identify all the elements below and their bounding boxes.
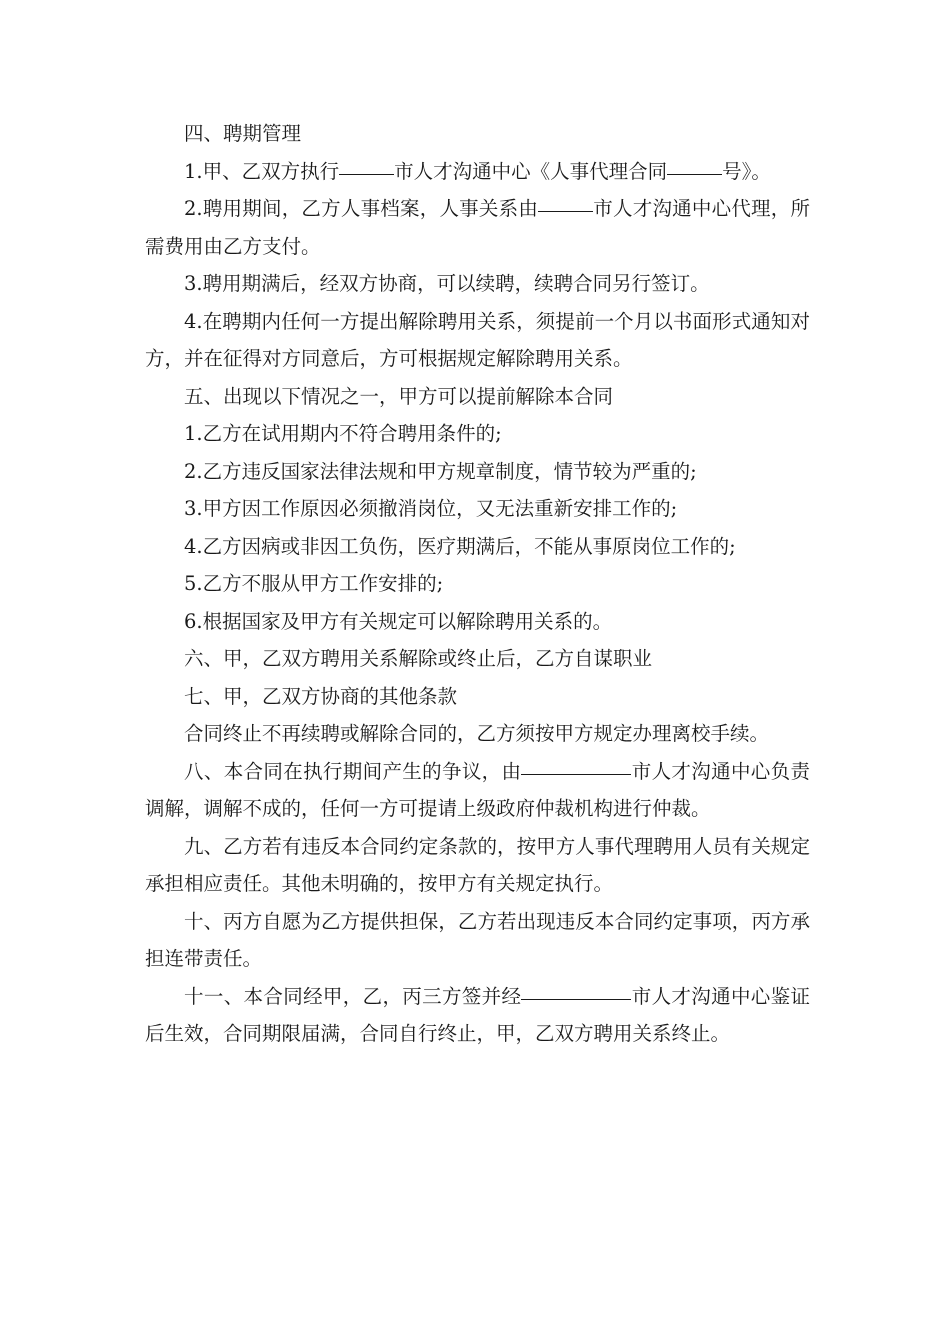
- section-9: 九、乙方若有违反本合同约定条款的，按甲方人事代理聘用人员有关规定承担相应责任。其他未明确的，按甲方有关规定执行。: [145, 834, 810, 895]
- contract-page: [145, 115, 810, 1053]
- section-8: [145, 753, 810, 828]
- fill-in-blank: [538, 210, 593, 212]
- clause-4-4: 4.在聘期内任何一方提出解除聘用关系，须提前一个月以书面形式通知对方，并在征得对方同意后，方可根据规定解除聘用关系。: [145, 309, 810, 370]
- clause-text: 市人才沟通中心鉴证后生效，合同期限届满，合同自行终止，甲，乙双方聘用关系终止。: [145, 984, 810, 1045]
- fill-in-blank: [521, 998, 631, 1000]
- section-heading-4: 四、聘期管理: [184, 122, 302, 145]
- clause-5-2: 2.乙方违反国家法律法规和甲方规章制度，情节较为严重的;: [184, 459, 697, 483]
- section-11: [145, 978, 810, 1053]
- clause-text: 2.聘用期间，乙方人事档案，人事关系由: [184, 197, 539, 220]
- clause-5-3: 3.甲方因工作原因必须撤消岗位，又无法重新安排工作的;: [184, 497, 678, 520]
- clause-text: 八、本合同在执行期间产生的争议，由: [184, 759, 522, 783]
- section-heading-7: 七、甲，乙双方协商的其他条款: [184, 684, 458, 708]
- clause-text: 1.甲、乙双方执行: [184, 159, 340, 183]
- clause-text: 十一、本合同经甲，乙，丙三方签并经: [184, 984, 522, 1008]
- clause-7-body: 合同终止不再续聘或解除合同的，乙方须按甲方规定办理离校手续。: [184, 722, 770, 745]
- fill-in-blank: [521, 773, 631, 775]
- clause-5-5: 5.乙方不服从甲方工作安排的;: [184, 572, 444, 595]
- section-heading-5: 五、出现以下情况之一，甲方可以提前解除本合同: [184, 384, 614, 408]
- clause-text: 市人才沟通中心代理，所需费用由乙方支付。: [145, 197, 810, 258]
- clause-4-3: 3.聘用期满后，经双方协商，可以续聘，续聘合同另行签订。: [184, 272, 710, 295]
- section-10: 十、丙方自愿为乙方提供担保，乙方若出现违反本合同约定事项，丙方承担连带责任。: [145, 909, 810, 970]
- clause-4-1: [145, 153, 810, 191]
- clause-5-1: 1.乙方在试用期内不符合聘用条件的;: [184, 422, 502, 445]
- clause-text: 号》。: [722, 159, 771, 183]
- clause-5-6: 6.根据国家及甲方有关规定可以解除聘用关系的。: [184, 609, 613, 633]
- clause-4-2: [145, 190, 810, 265]
- clause-5-4: 4.乙方因病或非因工负伤，医疗期满后，不能从事原岗位工作的;: [184, 534, 736, 558]
- clause-text: 市人才沟通中心负责调解，调解不成的，任何一方可提请上级政府仲裁机构进行仲裁。: [145, 759, 810, 820]
- fill-in-blank: [339, 173, 394, 175]
- clause-text: 市人才沟通中心《人事代理合同: [394, 159, 668, 183]
- fill-in-blank: [667, 173, 722, 175]
- section-heading-6: 六、甲，乙双方聘用关系解除或终止后，乙方自谋职业: [184, 647, 653, 670]
